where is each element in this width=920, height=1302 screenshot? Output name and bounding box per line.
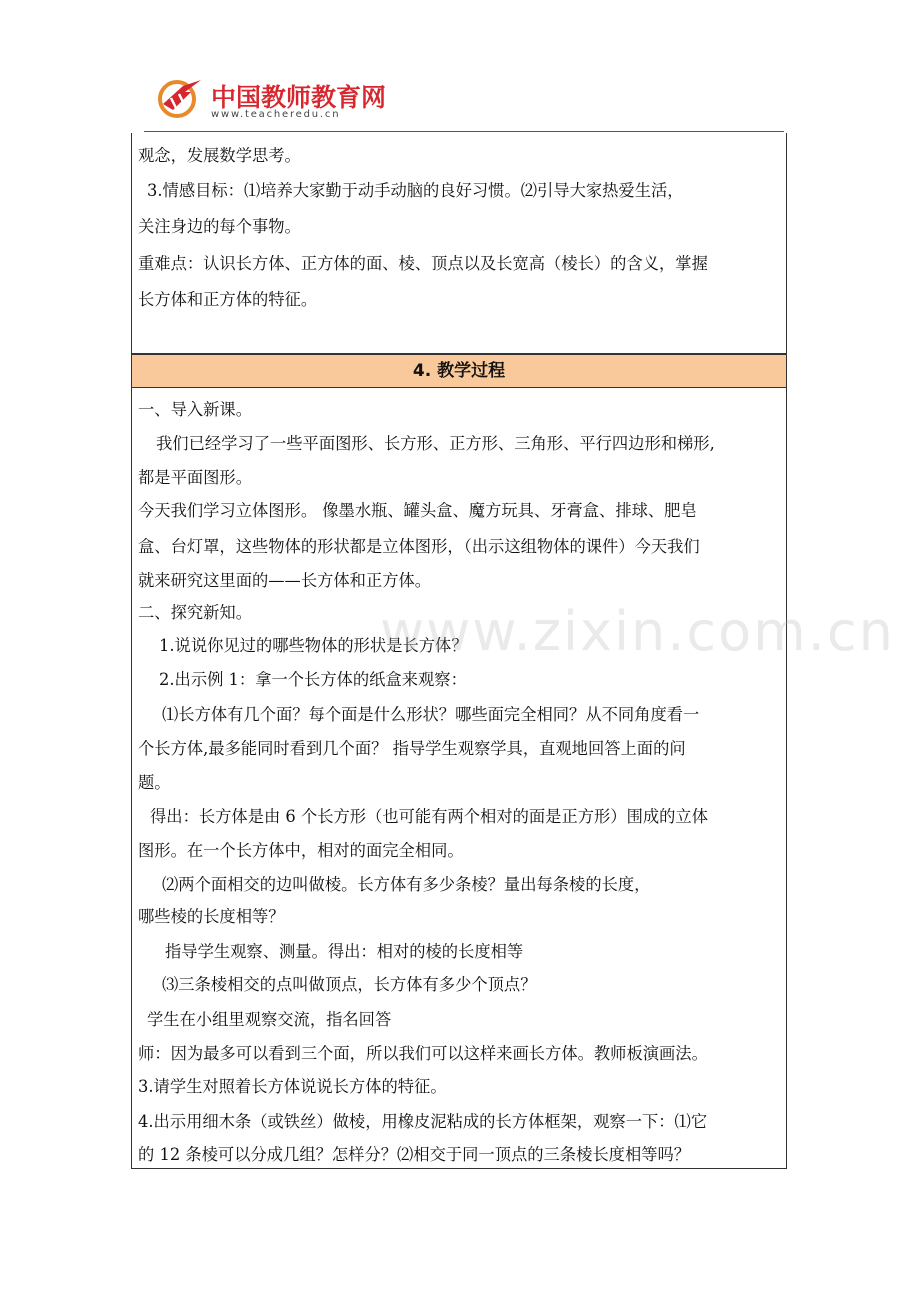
text-line: 个长方体,最多能同时看到几个面？ 指导学生观察学具，直观地回答上面的问 xyxy=(138,739,686,758)
text-line: ⑵两个面相交的边叫做棱。长方体有多少条棱？量出每条棱的长度， xyxy=(162,875,651,894)
text-line: 盒、台灯罩，这些物体的形状都是立体图形，（出示这组物体的课件）今天我们 xyxy=(138,537,700,556)
section-heading-teaching-process: 4. 教学过程 xyxy=(131,354,787,388)
text-line: ⑶三条棱相交的点叫做顶点，长方体有多少个顶点？ xyxy=(162,975,537,994)
logo-title: 中国教师教育网 xyxy=(211,83,387,112)
text-line: 3.情感目标：⑴培养大家勤于动手动脑的良好习惯。⑵引导大家热爱生活， xyxy=(147,181,684,200)
text-line: 都是平面图形。 xyxy=(138,468,252,487)
text-line: 一、导入新课。 xyxy=(138,400,252,419)
text-line: 的 12 条棱可以分成几组？怎样分？⑵相交于同一顶点的三条棱长度相等吗？ xyxy=(138,1145,691,1164)
text-line: 学生在小组里观察交流，指名回答 xyxy=(147,1010,392,1029)
site-logo xyxy=(155,74,395,124)
text-line: 长方体和正方体的特征。 xyxy=(138,290,318,309)
text-line: 题。 xyxy=(138,773,171,792)
text-line: 图形。在一个长方体中，相对的面完全相同。 xyxy=(138,841,464,860)
text-line: 重难点：认识长方体、正方体的面、棱、顶点以及长宽高（棱长）的含义，掌握 xyxy=(138,254,708,273)
text-line: 今天我们学习立体图形。 像墨水瓶、罐头盒、魔方玩具、牙膏盒、排球、肥皂 xyxy=(138,501,697,520)
text-line: 观念，发展数学思考。 xyxy=(138,146,301,165)
text-line: 4.出示用细木条（或铁丝）做棱，用橡皮泥粘成的长方体框架，观察一下：⑴它 xyxy=(138,1112,708,1131)
text-line: 3.请学生对照着长方体说说长方体的特征。 xyxy=(138,1077,447,1096)
text-line: 2.出示例 1：拿一个长方体的纸盒来观察： xyxy=(159,670,467,689)
teacheredu-logo-icon xyxy=(155,74,207,120)
text-line: 指导学生观察、测量。得出：相对的棱的长度相等 xyxy=(165,942,524,961)
text-line: 我们已经学习了一些平面图形、长方形、正方形、三角形、平行四边形和梯形, xyxy=(156,434,715,453)
header-divider xyxy=(144,131,784,132)
objectives-cell xyxy=(131,133,787,354)
logo-url: www.teacheredu.cn xyxy=(211,109,341,120)
text-line: 就来研究这里面的——长方体和正方体。 xyxy=(138,571,432,590)
text-line: 1.说说你见过的哪些物体的形状是长方体？ xyxy=(159,636,468,655)
watermark: www.zixin.com.cn xyxy=(380,600,895,663)
text-line: ⑴长方体有几个面？每个面是什么形状？哪些面完全相同？从不同角度看一 xyxy=(162,705,700,724)
text-line: 二、探究新知。 xyxy=(138,603,252,622)
teaching-process-cell xyxy=(131,388,787,1169)
text-line: 哪些棱的长度相等？ xyxy=(138,907,285,926)
text-line: 师：因为最多可以看到三个面，所以我们可以这样来画长方体。教师板演画法。 xyxy=(138,1044,708,1063)
text-line: 关注身边的每个事物。 xyxy=(138,217,301,236)
text-line: 得出：长方体是由 6 个长方形（也可能有两个相对的面是正方形）围成的立体 xyxy=(150,807,708,826)
